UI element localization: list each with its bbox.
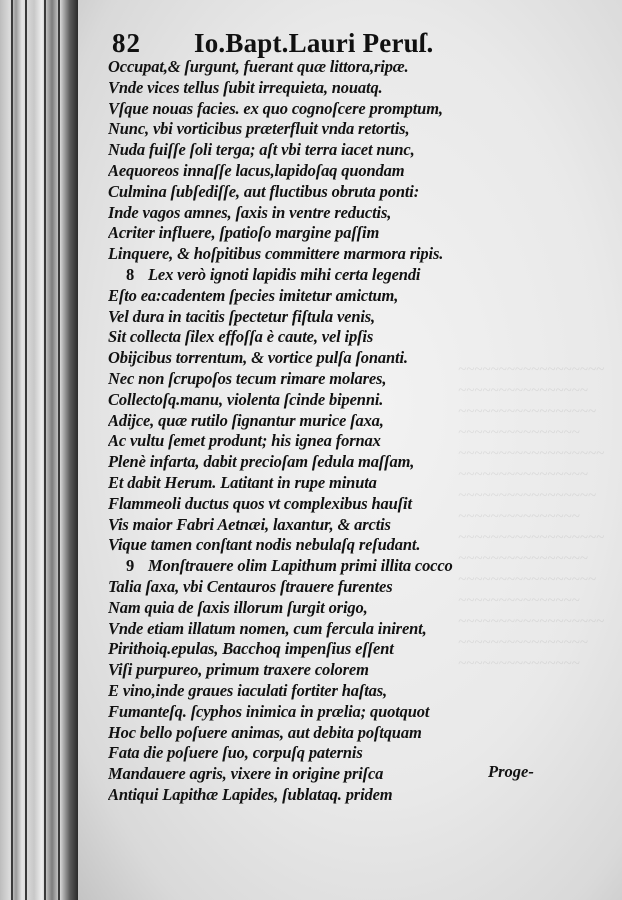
verse-text: Fata die poſuere ſuo, corpuſq paternis	[108, 743, 363, 763]
catchword: Proge-	[488, 762, 534, 781]
verse-text: Hoc bello poſuere animas, aut debita poſtquam	[108, 722, 422, 742]
verse-text: Et dabit Herum. Latitant in rupe minuta	[108, 472, 377, 492]
verse-line	[108, 452, 558, 473]
verse-text: Linquere, & hoſpitibus committere marmora ripis.	[108, 244, 444, 264]
verse-text: Vnde vices tellus ſubit irrequieta, nouatq.	[108, 77, 383, 97]
verse-text: Mandauere agris, vixere in origine priſca	[108, 764, 384, 784]
verse-line	[108, 327, 558, 348]
verse-line	[108, 348, 558, 369]
verse-text: Vis maior Fabri Aetnæi, laxantur, & arctis	[108, 514, 391, 534]
verse-text: Sit collecta ſilex effoſſa è caute, vel ipſis	[108, 327, 374, 347]
verse-line	[108, 223, 558, 244]
verse-line	[108, 307, 558, 328]
verse-line	[108, 203, 558, 224]
verse-line	[108, 119, 558, 140]
verse-text: Ac vultu ſemet produnt; his ignea fornax	[108, 431, 381, 451]
verse-line	[108, 369, 558, 390]
verse-text: Nam quia de ſaxis illorum ſurgit origo,	[108, 597, 368, 617]
verse-line	[108, 660, 558, 681]
verse-line	[108, 535, 558, 556]
verse-text: Antiqui Lapithæ Lapides, ſublataq. pridem	[108, 784, 393, 804]
section-number: 9	[126, 556, 135, 576]
verse-line	[108, 494, 558, 515]
verse-line	[108, 286, 558, 307]
book-binding-edge	[0, 0, 78, 900]
verse-line	[108, 411, 558, 432]
verse-line	[108, 639, 558, 660]
verse-line	[108, 577, 558, 598]
verse-line	[108, 515, 558, 536]
verse-text: Vnde etiam illatum nomen, cum fercula inirent,	[108, 618, 427, 638]
verse-text: Nuda fuiſſe ſoli terga; aſt vbi terra iacet nunc,	[108, 140, 415, 160]
verse-line	[108, 161, 558, 182]
verse-text: Inde vagos amnes, ſaxis in ventre reductis,	[108, 202, 392, 222]
verse-text: Nec non ſcrupoſos tecum rimare molares,	[108, 368, 387, 388]
verse-line	[108, 390, 558, 411]
verse-text: Vel dura in tacitis ſpectetur fiſtula venis,	[108, 306, 376, 326]
verse-line	[108, 619, 558, 640]
poem-text	[108, 57, 558, 806]
verse-text: Talia ſaxa, vbi Centauros ſtrauere furentes	[108, 576, 393, 596]
verse-line	[108, 431, 558, 452]
verse-text: Eſto ea:cadentem ſpecies imitetur amictum,	[108, 285, 399, 305]
verse-text: Monſtrauere olim Lapithum primi illita cocco	[148, 556, 453, 576]
verse-text: Occupat,& ſurgunt, fuerant quæ littora,ripæ.	[108, 57, 409, 76]
page-number: 82	[112, 28, 141, 58]
verse-text: E vino,inde graues iaculati fortiter haſtas,	[108, 680, 387, 700]
verse-text: Collectoſq.manu, violenta ſcinde bipenni.	[108, 389, 384, 409]
verse-line	[108, 723, 558, 744]
verse-text: Fumanteſq. ſcyphos inimica in prælia; quotquot	[108, 701, 430, 721]
verse-line	[108, 99, 558, 120]
show-through-texture: ~~~~~~~~~~~~~~~~~~ ~~~~~~~~~~~~~~~~ ~~~~~~~~~~~~~~~~~ ~~~~~~~~~~~~~~~ ~~~~~~~~~~~~~~~~~~ ~~~~~~~~~~~~~~~~ ~~~~~~~~~~~~~~~~~ ~~~~~~~~~~~~~~~ ~~~~~~~~~~~~~~~~~~ ~~~~~~~~~~~~~~~~ ~~~~~~~~~~~~~~~~~ ~~~~~~~~~~~~~~~ ~~~~~~~~~~~~~~~~~~ ~~~~~~~~~~~~~~~~ ~~~~~~~~~~~~~~~	[458, 362, 605, 672]
verse-text: Nunc, vbi vorticibus præterfluit vnda retortis,	[108, 119, 410, 139]
verse-text: Flammeoli ductus quos vt complexibus hauſit	[108, 493, 412, 513]
verse-text: Acriter influere, ſpatioſo margine paſſim	[108, 223, 380, 243]
verse-text: Obijcibus torrentum, & vortice pulſa ſonanti.	[108, 348, 408, 368]
verse-text: Viſi purpureo, primum traxere colorem	[108, 660, 369, 680]
verse-text: Pirithoiq.epulas, Bacchoq impenſius eſſent	[108, 639, 394, 659]
verse-line	[108, 140, 558, 161]
verse-line	[108, 57, 558, 78]
verse-line	[108, 244, 558, 265]
verse-text: Adijce, quæ rutilo ſignantur murice ſaxa,	[108, 410, 384, 430]
verse-text: Plenè infarta, dabit precioſam ſedula maſſam,	[108, 452, 415, 472]
verse-line	[108, 473, 558, 494]
verse-line	[108, 78, 558, 99]
verse-text: Vſque nouas facies. ex quo cognoſcere promptum,	[108, 98, 443, 118]
verse-text: Aequoreos innaſſe lacus,lapidoſaq quondam	[108, 160, 405, 180]
section-number: 8	[126, 264, 135, 284]
running-head: Io.Bapt.Lauri Peruſ.	[194, 28, 434, 58]
verse-line	[108, 743, 558, 764]
verse-line	[108, 598, 558, 619]
verse-text: Vique tamen conſtant nodis nebulaſq reſudant.	[108, 535, 421, 555]
verse-line	[108, 182, 558, 203]
verse-text: Culmina ſubſediſſe, aut fluctibus obruta ponti:	[108, 181, 420, 201]
verse-line	[108, 265, 558, 286]
verse-line	[108, 556, 558, 577]
verse-line	[108, 681, 558, 702]
verse-text: Lex verò ignoti lapidis mihi certa legendi	[148, 264, 421, 284]
verse-line	[108, 702, 558, 723]
verse-line	[108, 785, 558, 806]
